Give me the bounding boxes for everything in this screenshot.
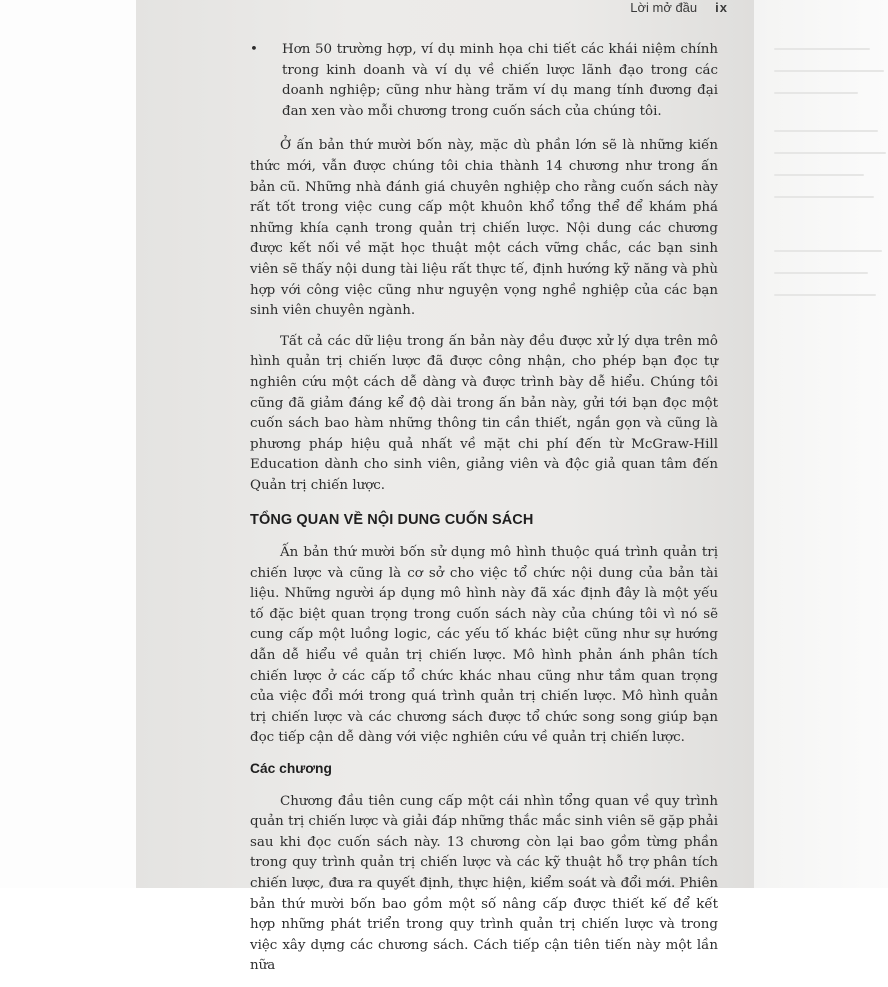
page-number: ix [715,0,728,15]
bullet-text: Hơn 50 trường hợp, ví dụ minh họa chi tiết các khái niệm chính trong kinh doanh và ví dụ về chiến lược lãnh đạo trong các doanh nghiệp; cũng như hàng trăm ví dụ mang tính đương đại đan xen vào mỗi chương trong cuốn sách của chúng tôi. [282,42,718,119]
facing-page-bleed [754,0,888,888]
subsection-heading: Các chương [250,761,332,776]
bullet-icon: • [250,42,258,57]
bullet-item [250,40,718,122]
paragraph: Ở ấn bản thứ mười bốn này, mặc dù phần lớn sẽ là những kiến thức mới, vẫn được chúng tôi chia thành 14 chương như trong ấn bản cũ. Những nhà đánh giá chuyên nghiệp cho rằng cuốn sách này rất tốt trong việc cung cấp một khuôn khổ tổng thể để khám phá những khía cạnh trong quản trị chiến lược. Nội dung các chương được kết nối về mặt học thuật một cách vững chắc, các bạn sinh viên sẽ thấy nội dung tài liệu rất thực tế, định hướng kỹ năng và phù hợp với công việc cũng như nguyện vọng nghề nghiệp của các bạn sinh viên chuyên ngành. [250,138,718,319]
chapter-title: Lời mở đầu [630,0,698,15]
paragraph: Chương đầu tiên cung cấp một cái nhìn tổng quan về quy trình quản trị chiến lược và giải đáp những thắc mắc sinh viên sẽ gặp phải sau khi đọc cuốn sách này. 13 chương còn lại bao gồm từng phần trong quy trình quản trị chiến lược và các kỹ thuật hỗ trợ phân tích chiến lược, đưa ra quyết định, thực hiện, kiểm soát và đổi mới. Phiên bản thứ mười bốn bao gồm một số nâng cấp được thiết kế để kết hợp những phát triển trong quy trình quản trị chiến lược và trong việc xây dựng các chương sách. Cách tiếp cận tiên tiến này một lần nữa [250,793,718,974]
paragraph: Tất cả các dữ liệu trong ấn bản này đều được xử lý dựa trên mô hình quản trị chiến lược đã được công nhận, cho phép bạn đọc tự nghiên cứu một cách dễ dàng và được trình bày dễ hiểu. Chúng tôi cũng đã giảm đáng kể độ dài trong ấn bản này, gửi tới bạn đọc một cuốn sách bao hàm những thông tin cần thiết, ngắn gọn và cũng là phương pháp hiệu quả nhất về mặt chi phí đến từ McGraw-Hill Education dành cho sinh viên, giảng viên và độc giả quan tâm đến Quản trị chiến lược. [250,333,718,493]
paragraph: Ấn bản thứ mười bốn sử dụng mô hình thuộc quá trình quản trị chiến lược và cũng là cơ sở cho việc tổ chức nội dung của bản tài liệu. Những người áp dụng mô hình này đã xác định đây là một yếu tố đặc biệt quan trọng trong cuốn sách này của chúng tôi vì nó sẽ cung cấp một luồng logic, các yếu tố khác biệt cũng như sự hướng dẫn dễ hiểu về quản trị chiến lược. Mô hình phản ánh phân tích chiến lược ở các cấp tổ chức khác nhau cũng như tầm quan trọng của việc đổi mới trong quá trình quản trị chiến lược. Mô hình quản trị chiến lược và các chương sách được tổ chức song song giúp bạn đọc tiếp cận dễ dàng với việc nghiên cứu về quản trị chiến lược. [250,545,718,746]
section-heading: TỔNG QUAN VỀ NỘI DUNG CUỐN SÁCH [250,512,534,529]
page-content [250,40,718,987]
book-page [136,0,754,974]
running-header [630,0,728,15]
